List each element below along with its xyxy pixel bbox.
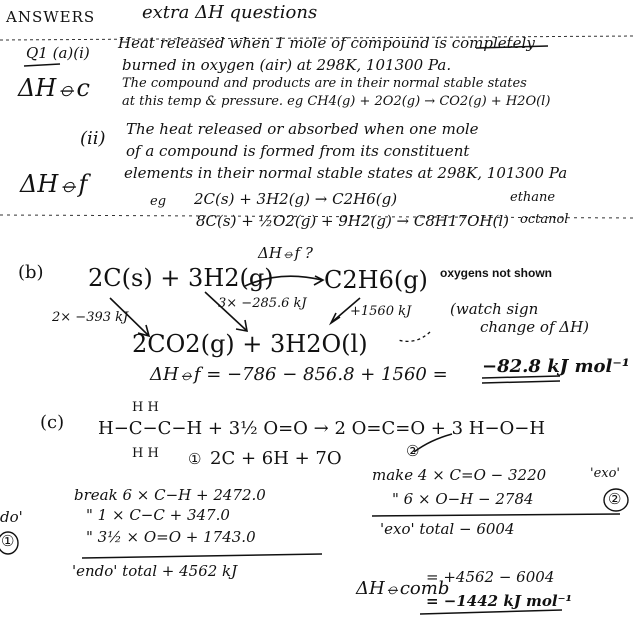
break-line-3: " 3½ × O=O + 1743.0 bbox=[86, 528, 256, 546]
comb-symbol: ΔH⦵comb bbox=[356, 578, 450, 599]
ii-line-2: of a compound is formed from its constituent bbox=[126, 142, 470, 160]
c-step-two: ② bbox=[406, 442, 420, 460]
ii-line-1: The heat released or absorbed when one mole bbox=[126, 120, 479, 138]
mid-arrow-label: 3× −285.6 kJ bbox=[218, 296, 307, 311]
symbol-dhf: ΔH⦵f bbox=[20, 170, 88, 198]
q1-underline bbox=[24, 64, 60, 66]
c-structure-top: H H bbox=[132, 400, 159, 415]
exo-circle: ② bbox=[608, 490, 622, 508]
break-line-2: " 1 × C−C + 347.0 bbox=[86, 506, 230, 524]
eg2-reaction: 8C(s) + ½O2(g) + 9H2(g) → C8H17OH(l) bbox=[196, 212, 509, 230]
b-reactants: 2C(s) + 3H2(g) bbox=[88, 264, 274, 292]
b-result-line: ΔH⦵f = −786 − 856.8 + 1560 = bbox=[150, 364, 448, 385]
c-label: (c) bbox=[40, 412, 65, 433]
ii-label: (ii) bbox=[80, 128, 106, 149]
exo-total: 'exo' total − 6004 bbox=[380, 520, 515, 538]
margin-circle: ① bbox=[1, 532, 15, 550]
c-equation: H−C−C−H + 3½ O=O → 2 O=C=O + 3 H−O−H bbox=[98, 418, 546, 439]
b-label: (b) bbox=[18, 262, 44, 283]
eg2-name: octanol bbox=[520, 212, 569, 227]
c-atoms-line: 2C + 6H + 7O bbox=[210, 448, 342, 469]
c-structure-bottom: H H bbox=[132, 446, 159, 461]
b-product: C2H6(g) bbox=[324, 266, 428, 294]
q1-line-1: Heat released when 1 mole of compound is completely bbox=[118, 34, 535, 52]
watch-note-2: change of ΔH) bbox=[480, 318, 590, 336]
make-line-2: " 6 × O−H − 2784 bbox=[392, 490, 534, 508]
comb-line-2: = −1442 kJ mol⁻¹ bbox=[426, 592, 573, 610]
right-arrow-label: +1560 kJ bbox=[350, 304, 412, 319]
eg1-name: ethane bbox=[510, 190, 556, 205]
b-products-line: 2CO2(g) + 3H2O(l) bbox=[132, 330, 368, 358]
q1-line-4: at this temp & pressure. eg CH4(g) + 2O2(g) → CO2(g) + H2O(l) bbox=[122, 94, 551, 109]
ii-line-3: elements in their normal stable states at 298K, 101300 Pa bbox=[124, 164, 568, 182]
c-step-one: ① bbox=[188, 450, 202, 468]
q1-label: Q1 (a)(i) bbox=[26, 44, 90, 62]
b-result-value: −82.8 kJ mol⁻¹ bbox=[482, 356, 630, 377]
watch-note-1: (watch sign bbox=[450, 300, 539, 318]
endo-total: 'endo' total + 4562 kJ bbox=[72, 562, 238, 580]
eg-prefix: eg bbox=[150, 194, 167, 209]
left-arrow-label: 2× −393 kJ bbox=[52, 310, 129, 325]
eg1-reaction: 2C(s) + 3H2(g) → C2H6(g) bbox=[194, 190, 398, 208]
q1-line-2: burned in oxygen (air) at 298K, 101300 Pa. bbox=[122, 56, 452, 74]
exo-note: 'exo' bbox=[590, 466, 620, 481]
comb-line-1: = +4562 − 6004 bbox=[426, 568, 555, 586]
symbol-dhc: ΔH⦵c bbox=[18, 74, 90, 102]
b-dhf-query: ΔH⦵f ? bbox=[258, 244, 313, 262]
make-line-1: make 4 × C=O − 3220 bbox=[372, 466, 547, 484]
header-answers: ANSWERS bbox=[6, 8, 96, 26]
oxygens-note: oxygens not shown bbox=[440, 266, 553, 280]
watch-pointer bbox=[398, 332, 430, 341]
q1-line-3: The compound and products are in their normal stable states bbox=[122, 76, 527, 91]
exo-rule bbox=[372, 514, 620, 516]
comb-underline bbox=[420, 610, 562, 614]
margin-text: do' bbox=[0, 508, 23, 526]
break-line-1: break 6 × C−H + 2472.0 bbox=[74, 486, 266, 504]
header-title: extra ΔH questions bbox=[142, 2, 318, 23]
endo-rule bbox=[82, 554, 322, 558]
